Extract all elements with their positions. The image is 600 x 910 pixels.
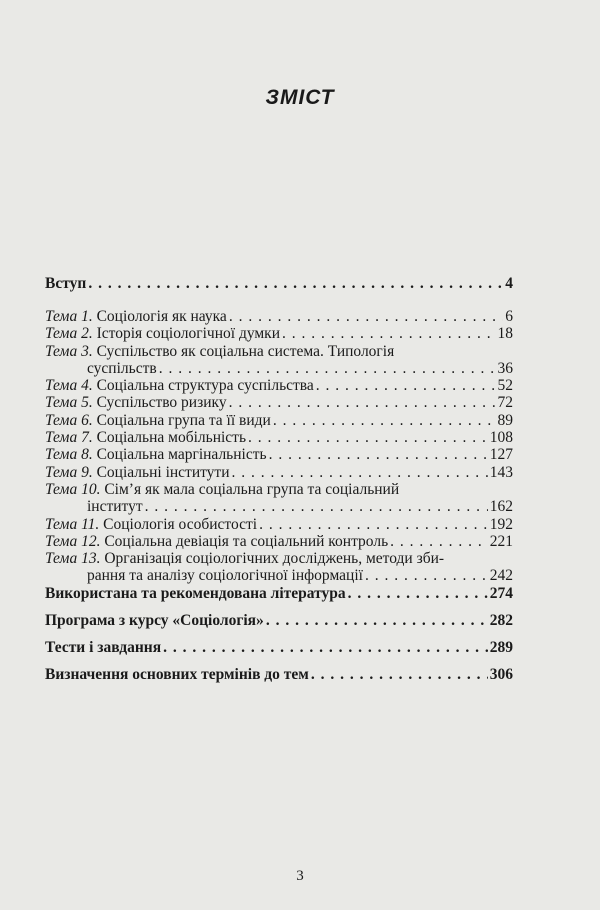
dot-leader (159, 360, 496, 377)
entry-page: 52 (497, 377, 513, 395)
entry-page: 4 (505, 275, 513, 292)
topic-prefix: Тема 6. (45, 411, 93, 429)
topic-title: рання та аналізу соціологічної інформації (87, 567, 363, 585)
dot-leader (259, 516, 488, 533)
toc-entry-section (45, 585, 513, 602)
entry-label: Вступ (45, 275, 87, 292)
dot-leader (88, 275, 503, 292)
toc-entry-topic (45, 429, 513, 446)
topic-title: Соціальні інститути (96, 463, 230, 481)
dot-leader (229, 308, 503, 325)
topic-title: Соціальна маргінальність (96, 446, 267, 464)
topic-title: Суспільство ризику (96, 394, 227, 412)
topic-prefix: Тема 13. (45, 550, 101, 568)
topic-prefix: Тема 2. (45, 325, 93, 343)
entry-label: Тести і завдання (45, 638, 162, 656)
entry-page: 274 (489, 585, 513, 602)
entry-page: 108 (489, 429, 513, 447)
topic-prefix: Тема 11. (45, 515, 100, 533)
toc-sections (45, 585, 513, 693)
dot-leader (145, 498, 488, 515)
toc-entry-topic (45, 412, 513, 429)
page-number: 3 (296, 868, 304, 884)
topic-prefix: Тема 3. (45, 342, 93, 360)
dot-leader (248, 429, 488, 446)
entry-page: 89 (497, 411, 513, 429)
toc-entry-intro (45, 275, 513, 292)
toc-entry-topic (45, 446, 513, 463)
topic-title: інститут (87, 498, 143, 516)
topic-prefix: Тема 5. (45, 394, 93, 412)
entry-page: 192 (489, 515, 513, 533)
page-title: ЗМІСТ (265, 86, 335, 109)
topic-prefix: Тема 9. (45, 463, 93, 481)
topic-title: Організація соціологічних досліджень, методи зби- (104, 550, 445, 568)
topic-prefix: Тема 12. (45, 532, 101, 550)
dot-leader (273, 412, 496, 429)
toc-entry-section (45, 612, 513, 629)
entry-page: 127 (489, 446, 513, 464)
entry-page: 306 (489, 665, 513, 683)
toc-entry-topic (45, 533, 513, 550)
entry-page: 6 (505, 308, 513, 325)
topic-title: Соціологія особистості (103, 515, 258, 533)
dot-leader (266, 612, 488, 629)
entry-page: 143 (489, 463, 513, 481)
entry-label: Програма з курсу «Соціологія» (45, 611, 264, 629)
toc-entry-topic (45, 481, 513, 498)
topic-title: Соціальна структура суспільства (96, 377, 314, 395)
dot-leader (232, 464, 488, 481)
topic-prefix: Тема 1. (45, 308, 93, 325)
dot-leader (311, 666, 488, 683)
dot-leader (229, 394, 496, 411)
dot-leader (348, 585, 488, 602)
entry-page: 162 (489, 498, 513, 516)
toc-entry-topic (45, 567, 513, 584)
toc-entry-topic (45, 360, 513, 377)
toc-entry-topic (45, 464, 513, 481)
topic-title: Сім’я як мала соціальна група та соціальний (104, 480, 400, 498)
toc-entry-topic (45, 377, 513, 394)
toc-topics (45, 308, 513, 585)
toc-entry-topic (45, 343, 513, 360)
entry-page: 36 (497, 359, 513, 377)
dot-leader (282, 325, 495, 342)
dot-leader (365, 567, 488, 584)
toc-entry-section (45, 666, 513, 683)
topic-title: Суспільство як соціальна система. Типологія (96, 342, 395, 360)
topic-title: Соціальна група та її види (96, 411, 271, 429)
topic-title: Історія соціологічної думки (96, 325, 281, 343)
topic-title: Соціальна девіація та соціальний контроль (104, 532, 389, 550)
entry-label: Використана та рекомендована література (45, 585, 346, 602)
entry-page: 282 (489, 611, 513, 629)
entry-label: Визначення основних термінів до тем (45, 665, 309, 683)
entry-page: 221 (489, 532, 513, 550)
topic-prefix: Тема 8. (45, 446, 93, 464)
toc-intro (45, 275, 513, 292)
topic-title: Соціальна мобільність (96, 429, 247, 447)
topic-prefix: Тема 10. (45, 480, 101, 498)
toc-entry-topic (45, 325, 513, 342)
topic-title: Соціологія як наука (96, 308, 227, 325)
toc-entry-topic (45, 498, 513, 515)
dot-leader (390, 533, 488, 550)
topic-title: суспільств (87, 359, 157, 377)
toc-entry-topic (45, 516, 513, 533)
toc-entry-topic (45, 308, 513, 325)
topic-prefix: Тема 4. (45, 377, 93, 395)
toc-entry-section (45, 639, 513, 656)
toc-entry-topic (45, 394, 513, 411)
entry-page: 18 (497, 325, 513, 343)
dot-leader (163, 639, 488, 656)
dot-leader (316, 377, 496, 394)
topic-prefix: Тема 7. (45, 429, 93, 447)
toc-entry-topic (45, 550, 513, 567)
entry-page: 289 (489, 638, 513, 656)
entry-page: 72 (497, 394, 513, 412)
entry-page: 242 (489, 567, 513, 585)
dot-leader (269, 446, 488, 463)
